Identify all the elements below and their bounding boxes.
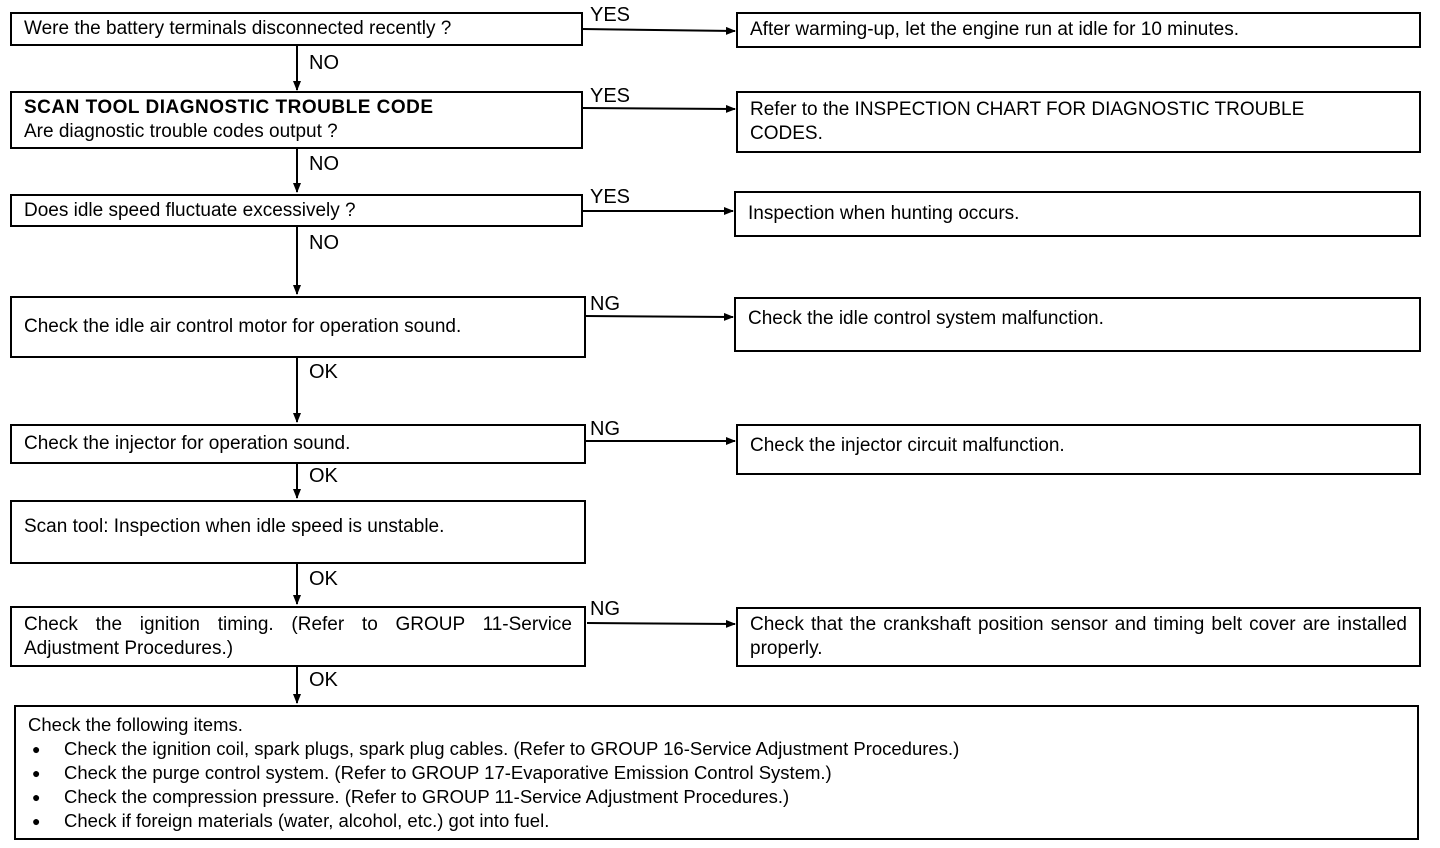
result-box-inspection-chart [736,91,1421,153]
final-check-item: ● Check if foreign materials (water, alcohol, etc.) got into fuel. [28,809,1405,833]
result-box-idle-control [734,297,1421,352]
result-text: Inspection when hunting occurs. [748,203,1020,224]
flow-label-no: NO [309,232,339,254]
branch-label-yes: YES [590,186,631,208]
final-check-list [28,737,1405,833]
flow-label-no: NO [309,52,339,74]
check-text: Scan tool: Inspection when idle speed is unstable. [24,516,445,537]
check-box-ignition-timing [10,606,586,667]
arrow-yes-2 [582,108,735,109]
result-box-injector-circuit [736,424,1421,475]
final-check-item: ● Check the compression pressure. (Refer to GROUP 11-Service Adjustment Procedures.) [28,785,1405,809]
question-text: Are diagnostic trouble codes output ? [24,121,338,142]
arrow-ng-7 [587,623,735,624]
check-text: Check the injector for operation sound. [24,433,351,454]
check-box-injector [10,424,586,464]
arrow-yes-1 [582,29,735,31]
branch-label-ng: NG [590,293,620,315]
question-box-scan-tool-dtc [10,91,583,149]
result-text: Refer to the INSPECTION CHART FOR DIAGNOSTIC TROUBLE CODES. [750,99,1305,144]
branch-label-ng: NG [590,418,620,440]
question-title: SCAN TOOL DIAGNOSTIC TROUBLE CODE [24,97,434,118]
flow-label-no: NO [309,153,339,175]
branch-label-ng: NG [590,598,620,620]
result-text: After warming-up, let the engine run at idle for 10 minutes. [750,19,1239,40]
final-heading: Check the following items. [28,714,243,735]
question-text: Does idle speed fluctuate excessively ? [24,199,356,221]
check-text: Check the idle air control motor for operation sound. [24,316,462,337]
result-box-hunting [734,191,1421,237]
branch-label-yes: YES [590,85,631,107]
question-box-idle-fluctuate [10,194,583,227]
check-box-idle-air-control [10,296,586,358]
result-text: Check that the crankshaft position sensor and timing belt cover are installed properly. [750,614,1407,659]
flow-label-ok: OK [309,568,338,590]
final-check-item: ● Check the ignition coil, spark plugs, spark plug cables. (Refer to GROUP 16-Service Adjustment Procedures.) [28,737,1405,761]
result-text: Check the idle control system malfunction. [748,308,1104,329]
question-text: Were the battery terminals disconnected recently ? [24,18,452,39]
check-text: Check the ignition timing. (Refer to GROUP 11-Service Adjustment Procedures.) [24,613,572,659]
flow-label-ok: OK [309,361,338,383]
flow-label-ok: OK [309,669,338,691]
branch-label-yes: YES [590,4,631,26]
question-box-battery [10,12,583,46]
final-check-box [14,705,1419,840]
result-text: Check the injector circuit malfunction. [750,435,1065,456]
check-box-scan-tool-unstable [10,500,586,564]
flow-label-ok: OK [309,465,338,487]
arrow-ng-4 [585,316,733,317]
result-box-warm-up [736,12,1421,48]
result-box-crankshaft-sensor [736,607,1421,667]
final-check-item: ● Check the purge control system. (Refer to GROUP 17-Evaporative Emission Control System.) [28,761,1405,785]
